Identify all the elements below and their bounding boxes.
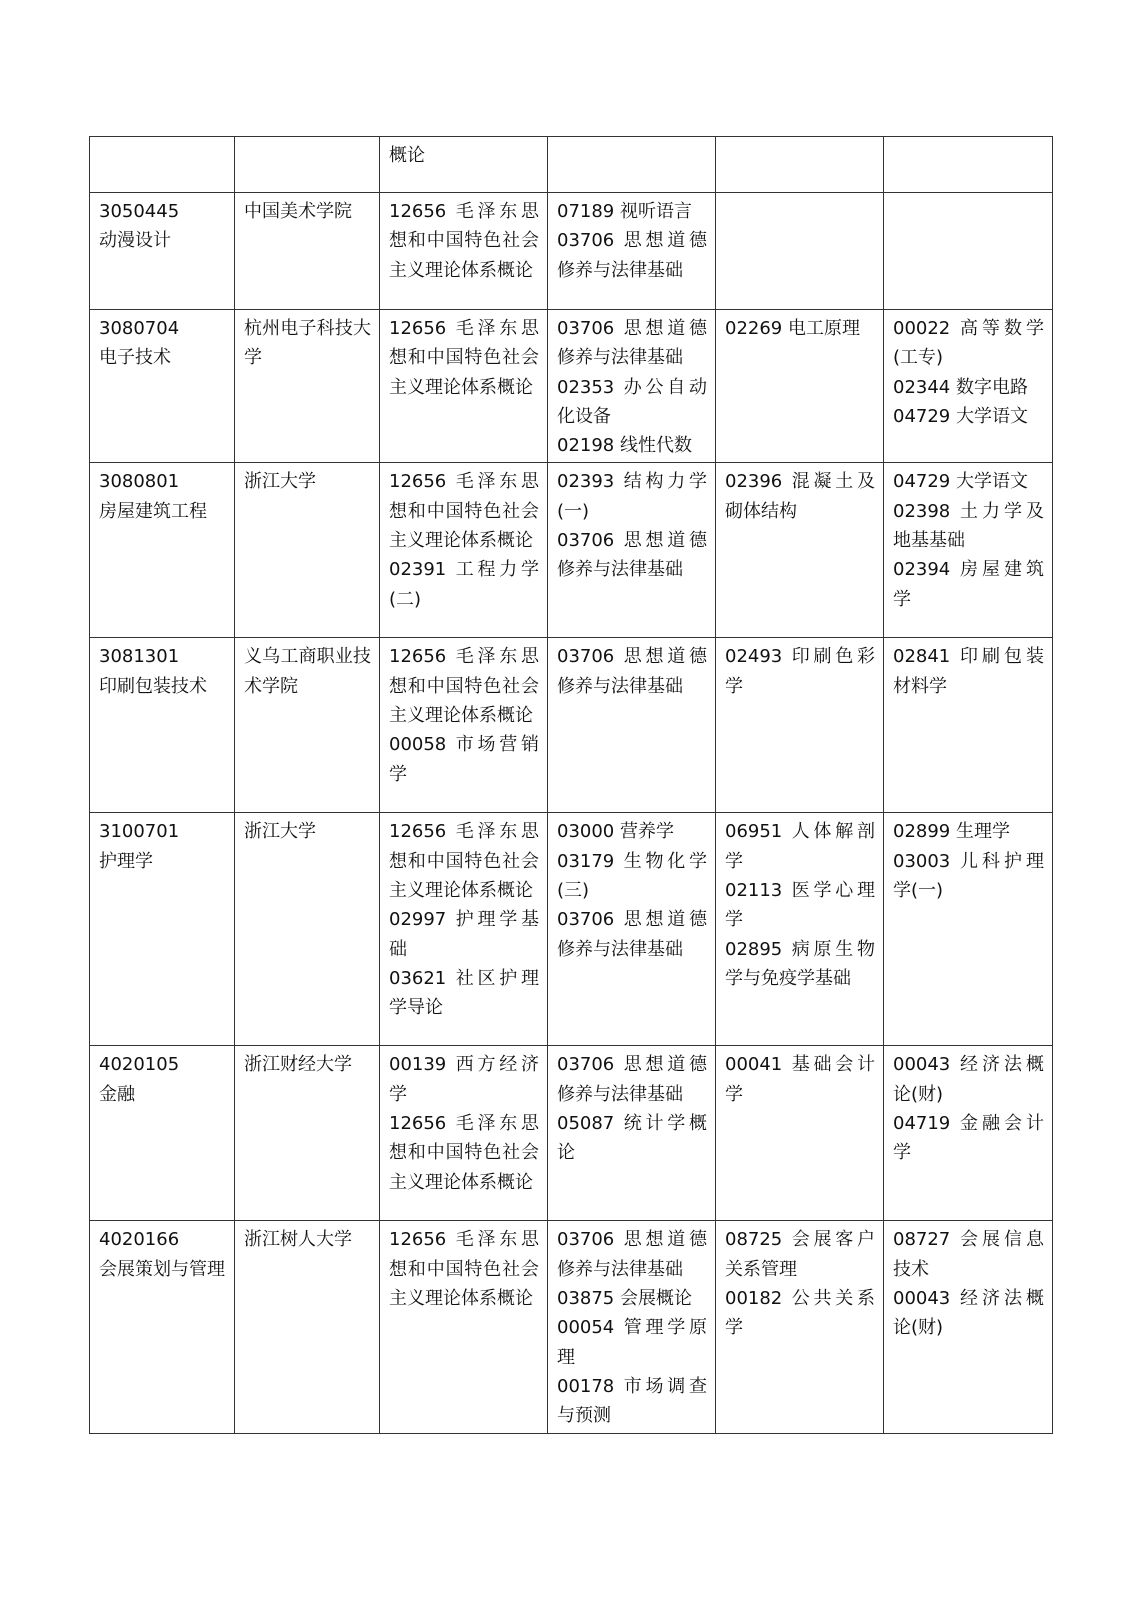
cell-line: 00178 市场调查与预测 (557, 1375, 707, 1427)
cell-line: 04729 大学语文 (893, 405, 1028, 427)
course-cell-3 (716, 463, 884, 638)
cell-line: 02841 印刷包装材料学 (893, 646, 1044, 697)
course-cell-1 (380, 463, 548, 638)
cell-line: 3080704 (99, 318, 180, 339)
cell-line: 02895 病原生物学与免疫学基础 (725, 938, 875, 989)
major-cell (90, 310, 235, 463)
cell-line: 03706 思想道德修养与法律基础 (557, 646, 707, 697)
cell-line: 02391 工程力学(二) (389, 559, 539, 610)
cell-line: 12656 毛泽东思想和中国特色社会主义理论体系概论 (389, 1229, 539, 1310)
cell-line: 概论 (389, 145, 425, 166)
course-cell-2 (548, 310, 716, 463)
school-cell (235, 137, 380, 193)
cell-line: 杭州电子科技大学 (244, 318, 371, 369)
course-cell-3 (716, 638, 884, 813)
cell-line: 02344 数字电路 (893, 376, 1028, 398)
table-row (90, 638, 1053, 813)
school-cell (235, 310, 380, 463)
cell-line: 会展策划与管理 (99, 1258, 225, 1280)
cell-line: 02493 印刷色彩学 (725, 646, 875, 697)
cell-line: 00043 经济法概论(财) (893, 1054, 1044, 1105)
cell-line: 02396 混凝土及砌体结构 (725, 471, 875, 522)
major-cell (90, 813, 235, 1046)
school-cell (235, 1046, 380, 1221)
cell-line: 4020105 (99, 1054, 180, 1076)
table-row (90, 137, 1053, 193)
course-cell-3 (716, 137, 884, 193)
major-cell (90, 1046, 235, 1221)
cell-line: 4020166 (99, 1229, 180, 1251)
course-cell-1 (380, 638, 548, 813)
cell-line: 00041 基础会计学 (725, 1054, 875, 1105)
course-cell-4 (884, 463, 1053, 638)
course-cell-3 (716, 310, 884, 463)
course-schedule-table (89, 136, 1053, 1434)
major-cell (90, 137, 235, 193)
cell-line: 02353 办公自动化设备 (557, 376, 707, 427)
major-cell (90, 638, 235, 813)
cell-line: 02113 医学心理学 (725, 880, 875, 931)
major-cell (90, 193, 235, 310)
course-cell-3 (716, 1046, 884, 1221)
cell-line: 06951 人体解剖学 (725, 821, 875, 872)
cell-line: 02899 生理学 (893, 821, 1010, 843)
school-cell (235, 463, 380, 638)
course-cell-1 (380, 813, 548, 1046)
school-cell (235, 638, 380, 813)
cell-line: 03000 营养学 (557, 821, 674, 843)
cell-line: 05087 统计学概论 (557, 1113, 707, 1164)
cell-line: 03621 社区护理学导论 (389, 967, 539, 1019)
cell-line: 12656 毛泽东思想和中国特色社会主义理论体系概论 (389, 201, 539, 281)
cell-line: 浙江财经大学 (244, 1054, 352, 1076)
cell-line: 义乌工商职业技术学院 (244, 646, 371, 697)
course-cell-4 (884, 638, 1053, 813)
course-cell-4 (884, 1221, 1053, 1433)
cell-line: 00182 公共关系学 (725, 1288, 875, 1339)
cell-line: 12656 毛泽东思想和中国特色社会主义理论体系概论 (389, 318, 539, 398)
course-cell-2 (548, 1046, 716, 1221)
table-row (90, 1046, 1053, 1221)
cell-line: 印刷包装技术 (99, 675, 207, 697)
table-body (90, 137, 1053, 1434)
cell-line: 03875 会展概论 (557, 1288, 692, 1310)
course-cell-4 (884, 193, 1053, 310)
cell-line: 02269 电工原理 (725, 318, 860, 339)
cell-line: 00139 西方经济学 (389, 1054, 539, 1105)
cell-line: 04719 金融会计学 (893, 1113, 1044, 1164)
cell-line: 02393 结构力学(一) (557, 471, 707, 522)
cell-line: 12656 毛泽东思想和中国特色社会主义理论体系概论 (389, 646, 539, 727)
cell-line: 08727 会展信息技术 (893, 1229, 1044, 1280)
course-cell-1 (380, 193, 548, 310)
cell-line: 护理学 (99, 850, 153, 872)
cell-line: 07189 视听语言 (557, 201, 692, 222)
cell-line: 04729 大学语文 (893, 471, 1028, 493)
cell-line: 中国美术学院 (244, 201, 352, 222)
course-cell-2 (548, 813, 716, 1046)
course-cell-2 (548, 193, 716, 310)
cell-line: 房屋建筑工程 (99, 500, 207, 522)
school-cell (235, 813, 380, 1046)
cell-line: 03706 思想道德修养与法律基础 (557, 1229, 707, 1280)
course-cell-3 (716, 1221, 884, 1433)
course-cell-2 (548, 463, 716, 638)
course-cell-4 (884, 137, 1053, 193)
course-cell-2 (548, 1221, 716, 1433)
cell-line: 00058 市场营销学 (389, 734, 539, 785)
table-row (90, 1221, 1053, 1433)
course-cell-4 (884, 1046, 1053, 1221)
course-cell-1 (380, 1046, 548, 1221)
cell-line: 3050445 (99, 201, 180, 222)
course-cell-1 (380, 137, 548, 193)
major-cell (90, 463, 235, 638)
cell-line: 00043 经济法概论(财) (893, 1288, 1044, 1339)
cell-line: 02997 护理学基础 (389, 909, 539, 960)
course-cell-1 (380, 310, 548, 463)
cell-line: 03706 思想道德修养与法律基础 (557, 230, 707, 281)
school-cell (235, 1221, 380, 1433)
cell-line: 动漫设计 (99, 230, 171, 252)
cell-line: 浙江大学 (244, 471, 316, 493)
course-cell-2 (548, 137, 716, 193)
cell-line: 08725 会展客户关系管理 (725, 1229, 875, 1280)
cell-line: 3100701 (99, 821, 180, 843)
course-cell-3 (716, 193, 884, 310)
cell-line: 00054 管理学原理 (557, 1317, 707, 1368)
cell-line: 03003 儿科护理学(一) (893, 850, 1044, 902)
cell-line: 02198 线性代数 (557, 435, 692, 457)
cell-line: 12656 毛泽东思想和中国特色社会主义理论体系概论 (389, 471, 539, 552)
course-cell-4 (884, 310, 1053, 463)
table-row (90, 463, 1053, 638)
cell-line: 03706 思想道德修养与法律基础 (557, 1054, 707, 1105)
cell-line: 02394 房屋建筑学 (893, 559, 1044, 610)
cell-line: 02398 土力学及地基基础 (893, 500, 1044, 552)
course-cell-3 (716, 813, 884, 1046)
cell-line: 3080801 (99, 471, 180, 493)
cell-line: 12656 毛泽东思想和中国特色社会主义理论体系概论 (389, 1113, 539, 1193)
table-row (90, 813, 1053, 1046)
cell-line: 浙江大学 (244, 821, 316, 843)
cell-line: 03706 思想道德修养与法律基础 (557, 318, 707, 369)
cell-line: 浙江树人大学 (244, 1229, 352, 1251)
course-cell-2 (548, 638, 716, 813)
cell-line: 03179 生物化学(三) (557, 850, 707, 902)
cell-line: 3081301 (99, 646, 180, 668)
course-cell-1 (380, 1221, 548, 1433)
cell-line: 金融 (99, 1083, 135, 1105)
school-cell (235, 193, 380, 310)
course-cell-4 (884, 813, 1053, 1046)
cell-line: 12656 毛泽东思想和中国特色社会主义理论体系概论 (389, 821, 539, 902)
cell-line: 03706 思想道德修养与法律基础 (557, 530, 707, 581)
cell-line: 00022 高等数学(工专) (893, 318, 1044, 369)
cell-line: 电子技术 (99, 347, 171, 369)
cell-line: 03706 思想道德修养与法律基础 (557, 909, 707, 960)
table-row (90, 310, 1053, 463)
major-cell (90, 1221, 235, 1433)
table-row (90, 193, 1053, 310)
